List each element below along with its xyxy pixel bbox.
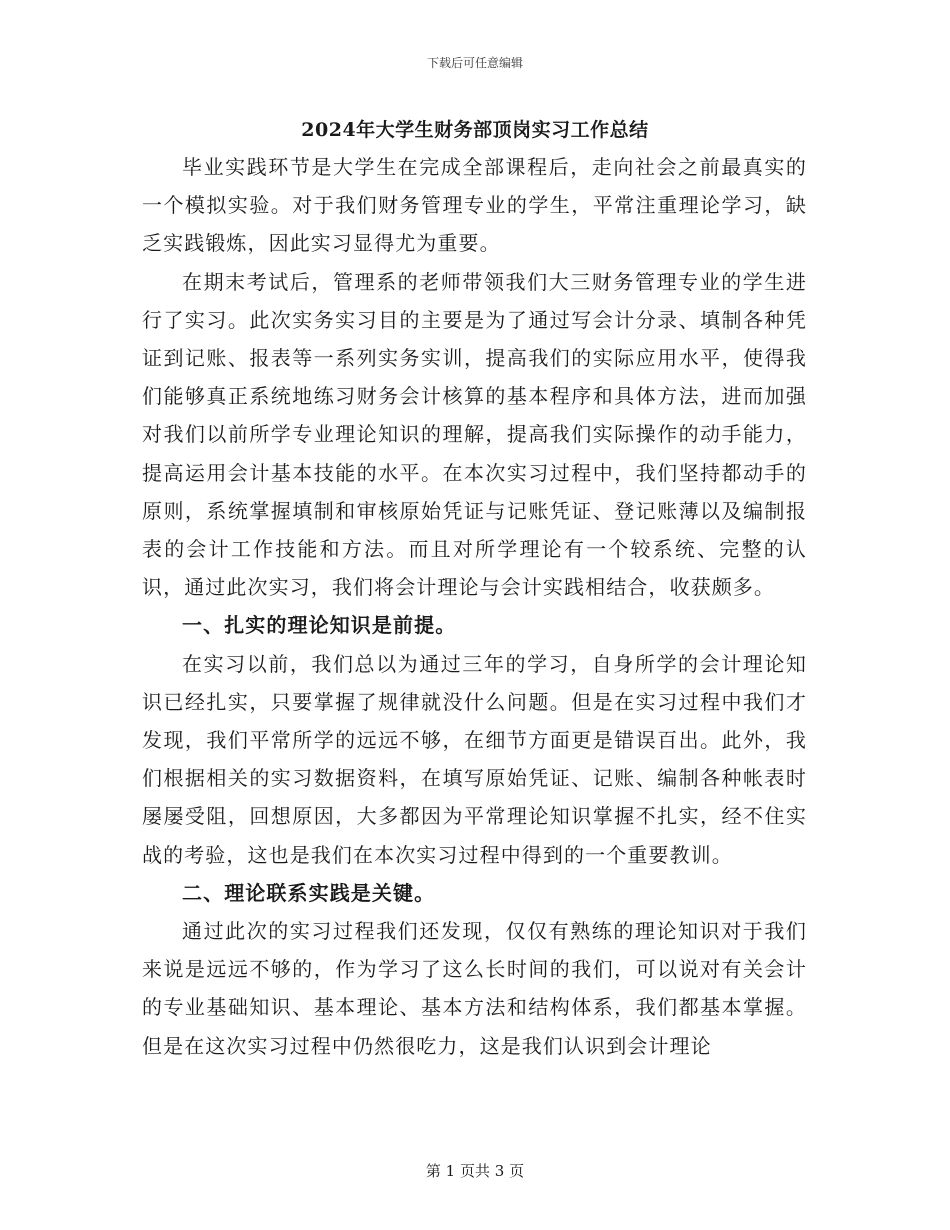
paragraph-1: 毕业实践环节是大学生在完成全部课程后，走向社会之前最真实的一个模拟实验。对于我们财务管理专业的学生，平常注重理论学习，缺乏实践锻炼，因此实习显得尤为重要。 xyxy=(142,155,807,256)
document-body xyxy=(142,148,807,1065)
header-note: 下载后可任意编辑 xyxy=(426,56,523,70)
paragraph-2: 在期末考试后，管理系的老师带领我们大三财务管理专业的学生进行了实习。此次实务实习目的主要是为了通过写会计分录、填制各种凭证到记账、报表等一系列实务实训，提高我们的实际应用水平，使得我们能够真正系统地练习财务会计核算的基本程序和具体方法，进而加强对我们以前所学专业理论知识的理解，提高我们实际操作的动手能力，提高运用会计基本技能的水平。在本次实习过程中，我们坚持都动手的原则，系统掌握填制和审核原始凭证与记账凭证、登记账薄以及编制报表的会计工作技能和方法。而且对所学理论有一个较系统、完整的认识，通过此次实习，我们将会计理论与会计实践相结合，收获颇多。 xyxy=(142,269,807,600)
paragraph-4: 通过此次的实习过程我们还发现，仅仅有熟练的理论知识对于我们来说是远远不够的，作为学习了这么长时间的我们，可以说对有关会计的专业基础知识、基本理论、基本方法和结构体系，我们都基本掌握。但是在这次实习过程中仍然很吃力，这是我们认识到会计理论 xyxy=(142,919,807,1058)
section-heading-2: 二、理论联系实践是关键。 xyxy=(182,880,436,905)
paragraph-3: 在实习以前，我们总以为通过三年的学习，自身所学的会计理论知识已经扎实，只要掌握了规律就没什么问题。但是在实习过程中我们才发现，我们平常所学的远远不够，在细节方面更是错误百出。此外，我们根据相关的实习数据资料，在填写原始凭证、记账、编制各种帐表时屡屡受阻，回想原因，大多都因为平常理论知识掌握不扎实，经不住实战的考验，这也是我们在本次实习过程中得到的一个重要教训。 xyxy=(142,651,807,867)
document-title: 2024年大学生财务部顶岗实习工作总结 xyxy=(301,119,649,141)
section-heading-1: 一、扎实的理论知识是前提。 xyxy=(182,613,457,638)
page-footer: 第 1 页共 3 页 xyxy=(425,1162,525,1180)
